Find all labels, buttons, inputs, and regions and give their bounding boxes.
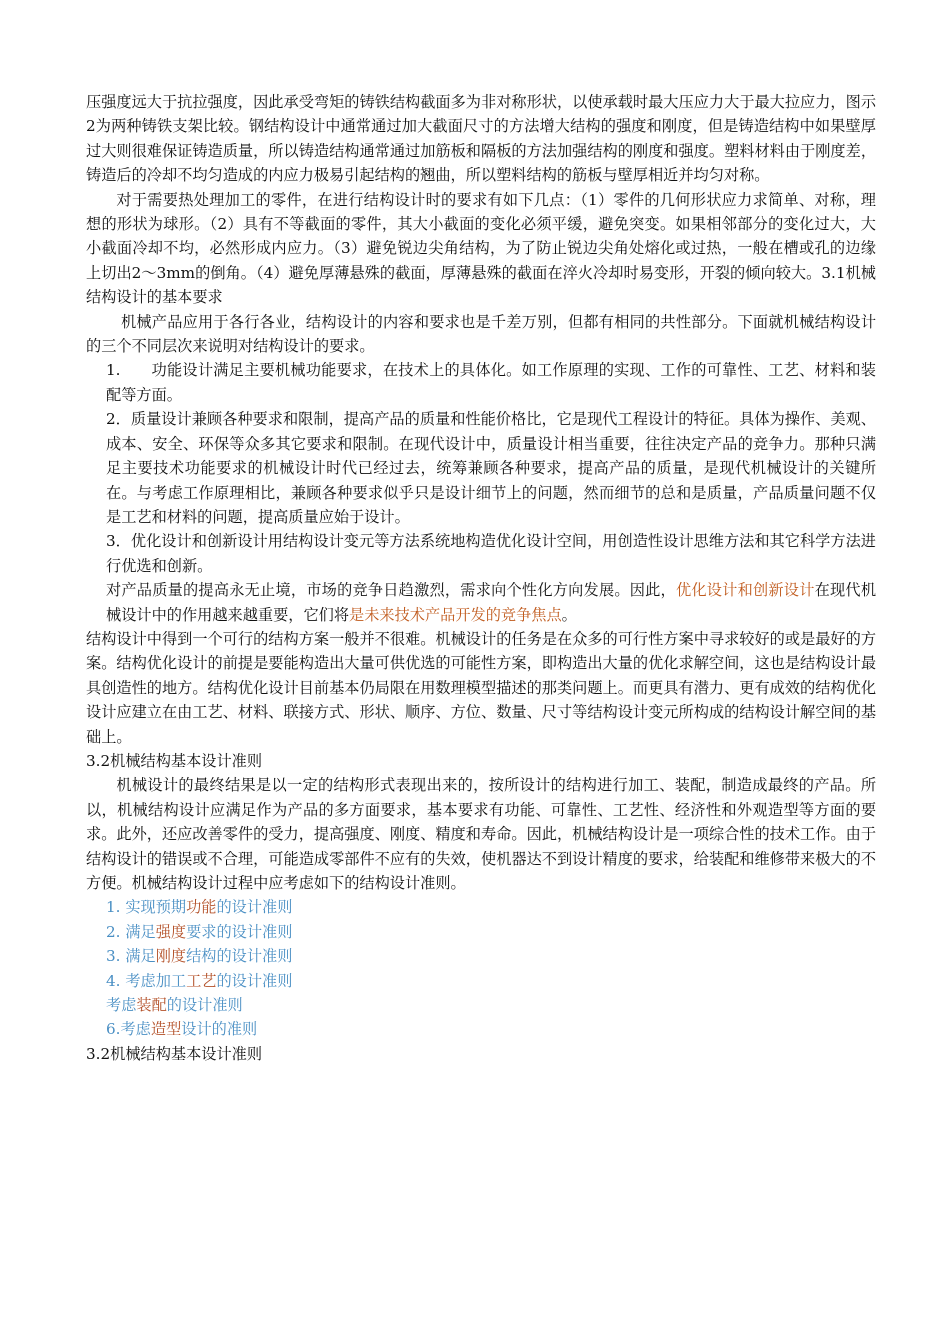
paragraph-structure-optimization: 结构设计中得到一个可行的结构方案一般并不很难。机械设计的任务是在众多的可行性方案中寻求较好的或是最好的方案。结构优化设计的前提是要能构造出大量可供优选的可能性方案，即构造出大量的优化求解空间，这也是结构设计最具创造性的地方。结构优化设计目前基本仍局限在用数理模型描述的那类问题上。而更具有潜力、更有成效的结构优化设计应建立在由工艺、材料、联接方式、形状、顺序、方位、数量、尺寸等结构设计变元所构成的结构设计解空间的基础上。 (86, 629, 876, 746)
keyword: 强度 (155, 922, 187, 941)
text-run: 6.考虑 (106, 1020, 151, 1039)
text-run: 要求的设计准则 (186, 922, 293, 941)
text-run: 结构的设计准则 (186, 947, 293, 966)
list-item (86, 895, 876, 919)
document-page (86, 90, 876, 1066)
list-item (86, 969, 876, 993)
list-item-function-design: 1. 功能设计满足主要机械功能要求，在技术上的具体化。如工作原理的实现、工作的可靠性、工艺、材料和装配等方面。 (106, 361, 876, 404)
keyword: 功能 (186, 898, 217, 917)
list-item (86, 944, 876, 968)
text-run: 设计的准则 (181, 1020, 258, 1039)
text-run: 3. 满足 (106, 947, 156, 966)
text-run: 的设计准则 (216, 898, 293, 917)
list-item (86, 1017, 876, 1041)
list-item-optimization-design: 3．优化设计和创新设计用结构设计变元等方法系统地构造优化设计空间，用创造性设计思维方法和其它科学方法进行优选和创新。 (106, 532, 876, 575)
list-item-quality-design: 2．质量设计兼顾各种要求和限制，提高产品的质量和性能价格比，它是现代工程设计的特征。具体为操作、美观、成本、安全、环保等众多其它要求和限制。在现代设计中，质量设计相当重要，往往决定产品的竞争力。那种只满足主要技术功能要求的机械设计时代已经过去，统筹兼顾各种要求，提高产品的质量，是现代机械设计的关键所在。与考虑工作原理相比，兼顾各种要求似乎只是设计细节上的问题，然而细节的总和是质量，产品质量问题不仅是工艺和材料的问题，提高质量应始于设计。 (106, 410, 876, 526)
list-item (86, 920, 876, 944)
keyword: 装配 (136, 996, 167, 1015)
highlight-competition: 是未来技术产品开发的竞争焦点 (349, 605, 562, 624)
text-run: 4. 考虑加工 (106, 971, 187, 990)
paragraph-heat-treatment: 对于需要热处理加工的零件，在进行结构设计时的要求有如下几点：（1）零件的几何形状应力求简单、对称，理想的形状为球形。（2）具有不等截面的零件，其大小截面的变化必须平缓，避免突变。如果相邻部分的变化过大，大小截面冷却不均，必然形成内应力。（3）避免锐边尖角结构，为了防止锐边尖角处熔化或过热，一般在槽或孔的边缘上切出2～3mm的倒角。（4）避免厚薄悬殊的截面，厚薄悬殊的截面在淬火冷却时易变形，开裂的倾向较大。3.1机械结构设计的基本要求 (86, 190, 876, 307)
section-heading-repeat: 3.2机械结构基本设计准则 (86, 1044, 263, 1063)
highlight-optimization: 优化设计和创新设计 (675, 581, 815, 600)
principles-list (86, 895, 876, 1041)
list-item (86, 993, 876, 1017)
text-run: 2. 满足 (106, 922, 156, 941)
text-run: 1. 实现预期 (106, 898, 187, 917)
text-run: 的设计准则 (216, 971, 293, 990)
keyword: 工艺 (186, 971, 217, 990)
paragraph-requirements-intro: 机械产品应用于各行各业，结构设计的内容和要求也是千差万别，但都有相同的共性部分。下面就机械结构设计的三个不同层次来说明对结构设计的要求。 (86, 312, 876, 356)
text-run: 对产品质量的提高永无止境，市场的竞争日趋激烈，需求向个性化方向发展。因此， (106, 581, 676, 600)
paragraph-quality-improvement (86, 578, 876, 627)
section-heading: 3.2机械结构基本设计准则 (86, 751, 263, 770)
text-run: 在现代机械设计中的作用越来越重要，它们将 (106, 581, 877, 624)
keyword: 刚度 (155, 947, 187, 966)
text-run: 。 (561, 605, 577, 624)
paragraph-casting: 压强度远大于抗拉强度，因此承受弯矩的铸铁结构截面多为非对称形状，以使承载时最大压应力大于最大拉应力，图示2为两种铸铁支架比较。钢结构设计中通常通过加大截面尺寸的方法增大结构的强度和刚度，但是铸造结构中如果壁厚过大则很难保证铸造质量，所以铸造结构通常通过加筋板和隔板的方法加强结构的刚度和强度。塑料材料由于刚度差，铸造后的冷却不均匀造成的内应力极易引起结构的翘曲，所以塑料结构的筋板与壁厚相近并均匀对称。 (86, 93, 876, 185)
paragraph-design-principles: 机械设计的最终结果是以一定的结构形式表现出来的，按所设计的结构进行加工、装配，制造成最终的产品。所以，机械结构设计应满足作为产品的多方面要求，基本要求有功能、可靠性、工艺性、经济性和外观造型等方面的要求。此外，还应改善零件的受力，提高强度、刚度、精度和寿命。因此，机械结构设计是一项综合性的技术工作。由于结构设计的错误或不合理，可能造成零部件不应有的失效，使机器达不到设计精度的要求，给装配和维修带来极大的不方便。机械结构设计过程中应考虑如下的结构设计准则。 (86, 776, 876, 892)
text-run: 的设计准则 (166, 996, 243, 1015)
keyword: 造型 (150, 1020, 182, 1039)
text-run: 考虑 (106, 996, 137, 1015)
